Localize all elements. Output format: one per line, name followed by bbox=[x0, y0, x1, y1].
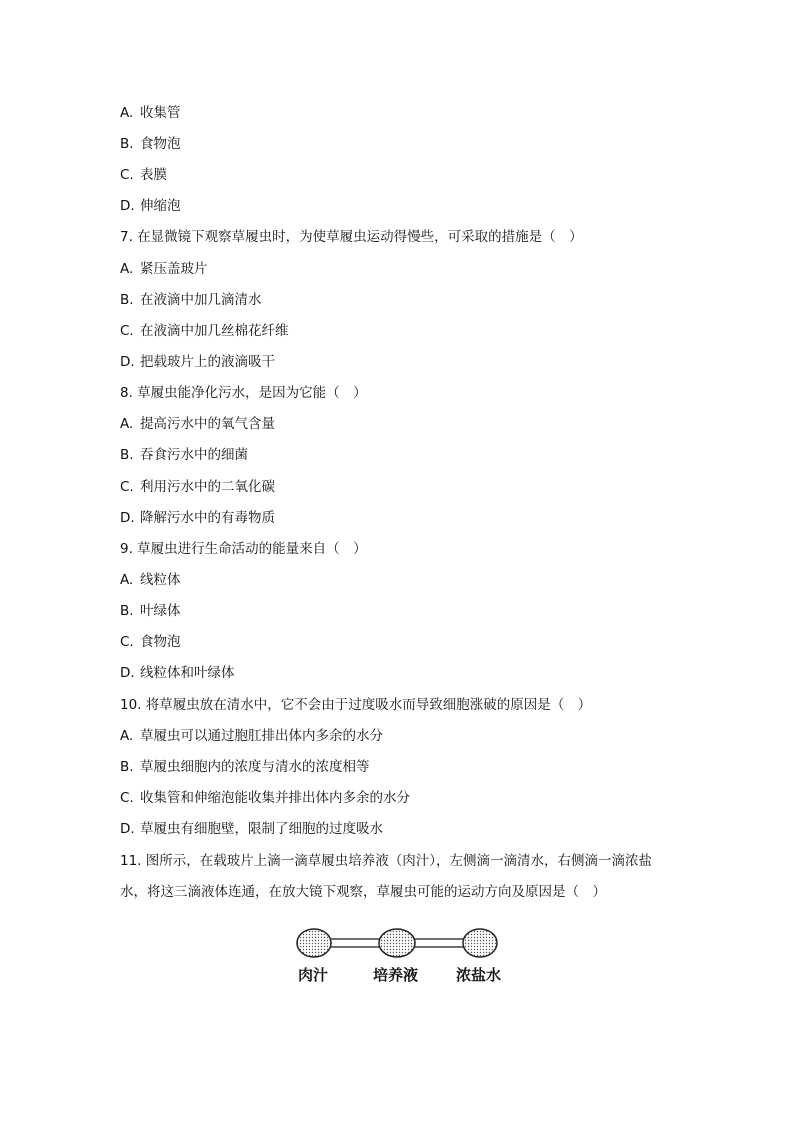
q7-option-c[interactable]: C. 在液滴中加几丝棉花纤维 bbox=[120, 323, 289, 339]
right-drop bbox=[463, 929, 497, 957]
q8-option-a[interactable]: A. 提高污水中的氧气含量 bbox=[120, 416, 275, 432]
q9-stem: 9. 草履虫进行生命活动的能量来自（ ） bbox=[120, 541, 367, 557]
q8-stem: 8. 草履虫能净化污水，是因为它能（ ） bbox=[120, 385, 367, 401]
q9-option-c[interactable]: C. 食物泡 bbox=[120, 634, 181, 650]
q10-option-d[interactable]: D. 草履虫有细胞壁，限制了细胞的过度吸水 bbox=[120, 821, 383, 837]
q10-option-b[interactable]: B. 草履虫细胞内的浓度与清水的浓度相等 bbox=[120, 759, 370, 775]
q7-option-d[interactable]: D. 把载玻片上的液滴吸干 bbox=[120, 354, 275, 370]
q7-option-a[interactable]: A. 紧压盖玻片 bbox=[120, 261, 208, 277]
q11-stem-line2: 水，将这三滴液体连通，在放大镜下观察，草履虫可能的运动方向及原因是（ ） bbox=[120, 884, 606, 900]
q6-option-c[interactable]: C. 表膜 bbox=[120, 167, 167, 183]
q11-stem-line1: 11. 图所示，在载玻片上滴一滴草履虫培养液（肉汁），左侧滴一滴清水，右侧滴一滴浓盐 bbox=[120, 853, 653, 869]
middle-drop bbox=[379, 929, 415, 957]
left-drop bbox=[297, 929, 331, 957]
drops-diagram bbox=[290, 924, 520, 964]
q7-stem: 7. 在显微镜下观察草履虫时，为使草履虫运动得慢些，可采取的措施是（ ） bbox=[120, 229, 583, 245]
q8-option-d[interactable]: D. 降解污水中的有毒物质 bbox=[120, 510, 275, 526]
q8-option-c[interactable]: C. 利用污水中的二氧化碳 bbox=[120, 479, 275, 495]
liquid-drops-figure bbox=[290, 924, 520, 994]
q8-option-b[interactable]: B. 吞食污水中的细菌 bbox=[120, 447, 248, 463]
q10-option-a[interactable]: A. 草履虫可以通过胞肛排出体内多余的水分 bbox=[120, 728, 383, 744]
q10-option-c[interactable]: C. 收集管和伸缩泡能收集并排出体内多余的水分 bbox=[120, 790, 410, 806]
label-left: 肉汁 bbox=[298, 966, 329, 984]
q7-option-b[interactable]: B. 在液滴中加几滴清水 bbox=[120, 292, 262, 308]
right-channel bbox=[414, 939, 464, 947]
q9-option-a[interactable]: A. 线粒体 bbox=[120, 572, 181, 588]
left-channel bbox=[330, 939, 380, 947]
label-right: 浓盐水 bbox=[456, 966, 502, 984]
label-middle: 培养液 bbox=[373, 966, 419, 984]
q6-option-b[interactable]: B. 食物泡 bbox=[120, 136, 181, 152]
q9-option-d[interactable]: D. 线粒体和叶绿体 bbox=[120, 665, 235, 681]
q6-option-a[interactable]: A. 收集管 bbox=[120, 105, 181, 121]
q10-stem: 10. 将草履虫放在清水中，它不会由于过度吸水而导致细胞涨破的原因是（ ） bbox=[120, 697, 592, 713]
q9-option-b[interactable]: B. 叶绿体 bbox=[120, 603, 181, 619]
q6-option-d[interactable]: D. 伸缩泡 bbox=[120, 198, 181, 214]
